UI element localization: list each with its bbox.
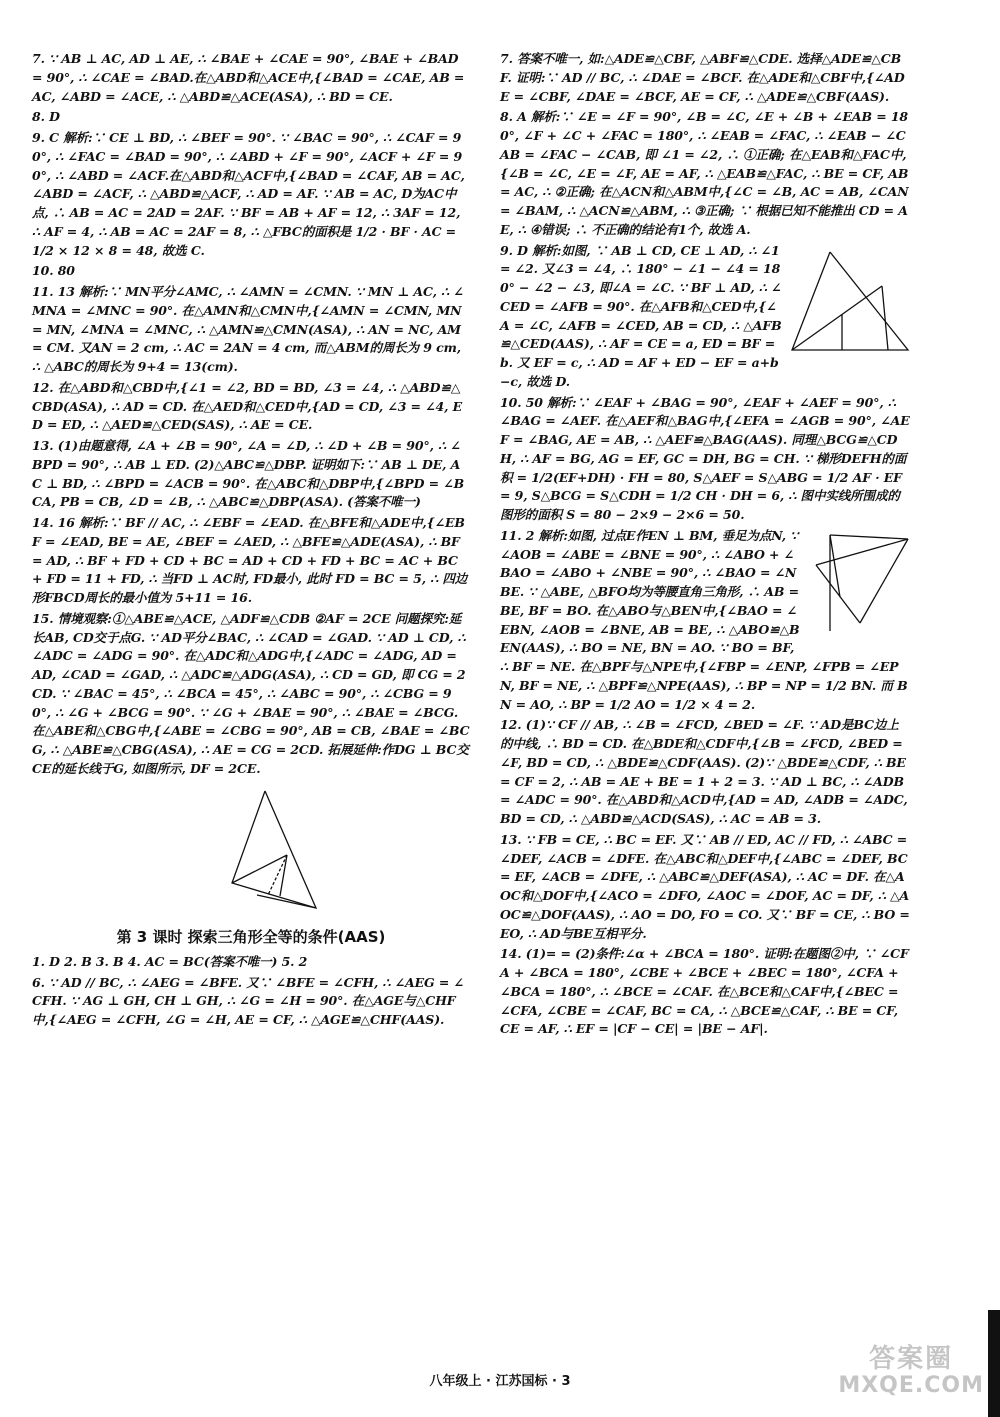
answer-6: 6. ∵ AD // BC, ∴ ∠AEG = ∠BFE. 又∵ ∠BFE = ∠CFH, ∴ ∠AEG = ∠CFH. ∵ AG ⊥ GH, CH ⊥ GH, ∴ ∠G = ∠H = 90°. 在△AGE与△CHF中,{∠AEG = ∠CFH, ∠G = ∠H, AE = CF, ∴ △AGE≌△CHF(AAS). [32, 974, 464, 1027]
answer-r12: 12. (1)∵ CF // AB, ∴ ∠B = ∠FCD, ∠BED = ∠F. ∵ AD是BC边上的中线, ∴ BD = CD. 在△BDE和△CDF中,{∠B = ∠FCD, ∠BED = ∠F, BD = CD, ∴ △BDE≌△CDF(AAS). (2)∵ △BDE≌△CDF, ∴ BE = CF = 2, ∴ AB = AE + BE = 1 + 2 = 3. ∵ AD ⊥ BC, ∴ ∠ADB = ∠ADC = 90°. 在△ABD和△ACD中,{AD = AD, ∠ADB = ∠ADC, BD = CD, ∴ △ABD≌△ACD(SAS), ∴ AC = AB = 3. [500, 717, 908, 826]
answer-r9: 9. D 解析:如图, ∵ AB ⊥ CD, CE ⊥ AD, ∴ ∠1 = ∠2. 又∠3 = ∠4, ∴ 180° − ∠1 − ∠4 = 180° − ∠2 − ∠3, 即∠A = ∠C. ∵ BF ⊥ AD, ∴ ∠CED = ∠AFB = 90°. 在△AFB和△CED中,{∠A = ∠C, ∠AFB = ∠CED, AB = CD, ∴ △AFB≌△CED(AAS), ∴ AF = CE = a, ED = BF = b. 又 EF = c, ∴ AD = AF + ED − EF = a+b−c, 故选 D. [500, 242, 782, 389]
answer-10: 10. 80 [32, 263, 75, 279]
answer-r14: 14. (1)= = (2)条件:∠α + ∠BCA = 180°. 证明:在题图②中, ∵ ∠CFA + ∠BCA = 180°, ∠CBE + ∠BCE + ∠BEC = 180°, ∠CFA + ∠BCA = 180°, ∴ ∠BCE = ∠CAF. 在△BCE和△CAF中,{∠BEC = ∠CFA, ∠CBE = ∠CAF, BC = CA, ∴ △BCE≌△CAF, ∴ BE = CF, CE = AF, ∴ EF = |CF − CE| = |BE − AF|. [500, 946, 909, 1037]
watermark-url: MXQE.COM [838, 1372, 984, 1398]
answer-15: 15. 情境观察:①△ABE≌△ACE, △ADF≌△CDB ②AF = 2CE 问题探究:延长AB, CD交于点G. ∵ AD平分∠BAC, ∴ ∠CAD = ∠GAD. ∵ AD ⊥ CD, ∴ ∠ADC = ∠ADG = 90°. 在△ADC和△ADG中,{∠ADC = ∠ADG, AD = AD, ∠CAD = ∠GAD, ∴ △ADC≌△ADG(ASA), ∴ CD = GD, 即 CG = 2CD. ∵ ∠BAC = 45°, ∴ ∠BCA = 45°, ∴ ∠ABC = 90°, ∴ ∠CBG = 90°, ∴ ∠G + ∠BCG = 90°. ∵ ∠G + ∠BAE = 90°, ∴ ∠BAE = ∠BCG. 在△ABE和△CBG中,{∠ABE = ∠CBG = 90°, AB = CB, ∠BAE = ∠BCG, ∴ △ABE≌△CBG(ASA), ∴ AE = CG = 2CD. 拓展延伸:作DG ⊥ BC交CE的延长线于G, 如图所示, DF = 2CE. [32, 610, 470, 776]
page-edge-tab [988, 1310, 1000, 1417]
answer-8: 8. D [32, 109, 60, 125]
answer-9: 9. C 解析:∵ CE ⊥ BD, ∴ ∠BEF = 90°. ∵ ∠BAC = 90°, ∴ ∠CAF = 90°, ∴ ∠FAC = ∠BAD = 90°, ∴ ∠ABD + ∠F = 90°, ∠ACF + ∠F = 90°, ∴ ∠ABD = ∠ACF.在△ABD和△ACF中,{∠BAD = ∠CAF, AB = AC, ∠ABD = ∠ACF, ∴ △ABD≌△ACF, ∴ AD = AF. ∵ AB = AC, D为AC中点, ∴ AB = AC = 2AD = 2AF. ∵ BF = AB + AF = 12, ∴ 3AF = 12, ∴ AF = 4, ∴ AB = AC = 2AF = 8, ∴ △FBC的面积是 1/2 · BF · AC = 1/2 × 12 × 8 = 48, 故选 C. [32, 130, 465, 258]
answer-1-5: 1. D 2. B 3. B 4. AC = BC(答案不唯一) 5. 2 [32, 953, 308, 969]
answer-r8: 8. A 解析:∵ ∠E = ∠F = 90°, ∠B = ∠C, ∠E + ∠B + ∠EAB = 180°, ∠F + ∠C + ∠FAC = 180°, ∴ ∠EAB = ∠FAC, ∴ ∠EAB − ∠CAB = ∠FAC − ∠CAB, 即 ∠1 = ∠2, ∴ ①正确; 在△EAB和△FAC中,{∠B = ∠C, ∠E = ∠F, AE = AF, ∴ △EAB≌△FAC, ∴ BE = CF, AB = AC, ∴ ②正确; 在△ACN和△ABM中,{∠C = ∠B, AC = AB, ∠CAN = ∠BAM, ∴ △ACN≌△ABM, ∴ ③正确; ∵ 根据已知不能推出 CD = AE, ∴ ④错误; ∴ 不正确的结论有1个, 故选 A. [500, 109, 909, 237]
answer-r7: 7. 答案不唯一, 如:△ADE≌△CBF, △ABF≌△CDE. 选择△ADE≌△CBF. 证明:∵ AD // BC, ∴ ∠DAE = ∠BCF. 在△ADE和△CBF中,{∠ADE = ∠CBF, ∠DAE = ∠BCF, AE = CF, ∴ △ADE≌△CBF(AAS). [500, 51, 905, 104]
triangle-figure-15 [32, 783, 470, 919]
triangle-figure-9 [790, 246, 910, 362]
answer-r11: 11. 2 解析:如图, 过点E作EN ⊥ BM, 垂足为点N, ∵ ∠AOB = ∠ABE = ∠BNE = 90°, ∴ ∠ABO + ∠BAO = ∠ABO + ∠NBE = 90°, ∴ ∠BAO = ∠NBE. ∵ △ABE, △BFO均为等腰直角三角形, ∴ AB = BE, BF = BO. 在△ABO与△BEN中,{∠BAO = ∠EBN, ∠AOB = ∠BNE, AB = BE, ∴ △ABO≌△BEN(AAS), ∴ BO = NE, BN = AO. ∵ BO = BF, ∴ BF = NE. 在△BPF与△NPE中,{∠FBP = ∠ENP, ∠FPB = ∠EPN, BF = NE, ∴ △BPF≌△NPE(AAS), ∴ BP = NP = 1/2 BN. 而 BN = AO, ∴ BP = 1/2 AO = 1/2 × 4 = 2. [500, 527, 908, 712]
answer-7: 7. ∵ AB ⊥ AC, AD ⊥ AE, ∴ ∠BAE + ∠CAE = 90°, ∠BAE + ∠BAD = 90°, ∴ ∠CAE = ∠BAD.在△ABD和△ACE中,{∠BAD = ∠CAE, AB = AC, ∠ABD = ∠ACE, ∴ △ABD≌△ACE(ASA), ∴ BD = CE. [32, 51, 465, 104]
right-column [500, 50, 910, 1041]
answer-r13: 13. ∵ FB = CE, ∴ BC = EF. 又∵ AB // ED, AC // FD, ∴ ∠ABC = ∠DEF, ∠ACB = ∠DFE. 在△ABC和△DEF中,{∠ABC = ∠DEF, BC = EF, ∠ACB = ∠DFE, ∴ △ABC≌△DEF(ASA), ∴ AC = DF. 在△AOC和△DOF中,{∠ACO = ∠DFO, ∠AOC = ∠DOF, AC = DF, ∴ △AOC≌△DOF(AAS), ∴ AO = DO, FO = CO. 又∵ BF = CE, ∴ BO = EO, ∴ AD与BE互相平分. [500, 831, 910, 941]
answer-13: 13. (1)由题意得, ∠A + ∠B = 90°, ∠A = ∠D, ∴ ∠D + ∠B = 90°, ∴ ∠BPD = 90°, ∴ AB ⊥ ED. (2)△ABC≌△DBP. 证明如下:∵ AB ⊥ DE, AC ⊥ BD, ∴ ∠BPD = ∠ACB = 90°. 在△ABC和△DBP中,{∠BPD = ∠BCA, PB = CB, ∠D = ∠B, ∴ △ABC≌△DBP(ASA). (答案不唯一) [32, 438, 465, 510]
page-footer: 八年级上 · 江苏国标 · 3 [429, 1374, 571, 1389]
answer-11: 11. 13 解析:∵ MN平分∠AMC, ∴ ∠AMN = ∠CMN. ∵ MN ⊥ AC, ∴ ∠MNA = ∠MNC = 90°. 在△AMN和△CMN中,{∠AMN = ∠CMN, MN = MN, ∠MNA = ∠MNC, ∴ △AMN≌△CMN(ASA), ∴ AN = NC, AM = CM. 又AN = 2 cm, ∴ AC = 2AN = 4 cm, 而△ABM的周长为 9 cm, ∴ △ABC的周长为 9+4 = 13(cm). [32, 284, 464, 374]
answer-12: 12. 在△ABD和△CBD中,{∠1 = ∠2, BD = BD, ∠3 = ∠4, ∴ △ABD≌△CBD(ASA), ∴ AD = CD. 在△AED和△CED中,{AD = CD, ∠3 = ∠4, ED = ED, ∴ △AED≌△CED(SAS), ∴ AE = CE. [32, 379, 463, 433]
answer-14: 14. 16 解析:∵ BF // AC, ∴ ∠EBF = ∠EAD. 在△BFE和△ADE中,{∠EBF = ∠EAD, BE = AE, ∠BEF = ∠AED, ∴ △BFE≌△ADE(ASA), ∴ BF = AD, ∴ BF + FD + CD + BC = AD + CD + FD + BC = AC + BC + FD = 11 + FD, ∴ 当FD ⊥ AC时, FD最小, 此时 FD = BC = 5, ∴ 四边形FBCD周长的最小值为 5+11 = 16. [32, 515, 468, 605]
left-column [32, 50, 470, 1032]
triangle-figure-11 [810, 531, 910, 647]
answer-r10: 10. 50 解析:∵ ∠EAF + ∠BAG = 90°, ∠EAF + ∠AEF = 90°, ∴ ∠BAG = ∠AEF. 在△AEF和△BAG中,{∠EFA = ∠AGB = 90°, ∠AEF = ∠BAG, AE = AB, ∴ △AEF≌△BAG(AAS). 同理△BCG≌△CDH, ∴ AF = BG, AG = EF, GC = DH, BG = CH. ∵ 梯形DEFH的面积 = 1/2(EF+DH) · FH = 80, S△AEF = S△ABG = 1/2 AF · EF = 9, S△BCG = S△CDH = 1/2 CH · DH = 6, ∴ 图中实线所围成的图形的面积 S = 80 − 2×9 − 2×6 = 50. [500, 394, 910, 522]
watermark-text: 答案圈 [869, 1344, 954, 1374]
section-title: 第 3 课时 探索三角形全等的条件(AAS) [116, 928, 386, 947]
watermark-logo [838, 1345, 984, 1398]
